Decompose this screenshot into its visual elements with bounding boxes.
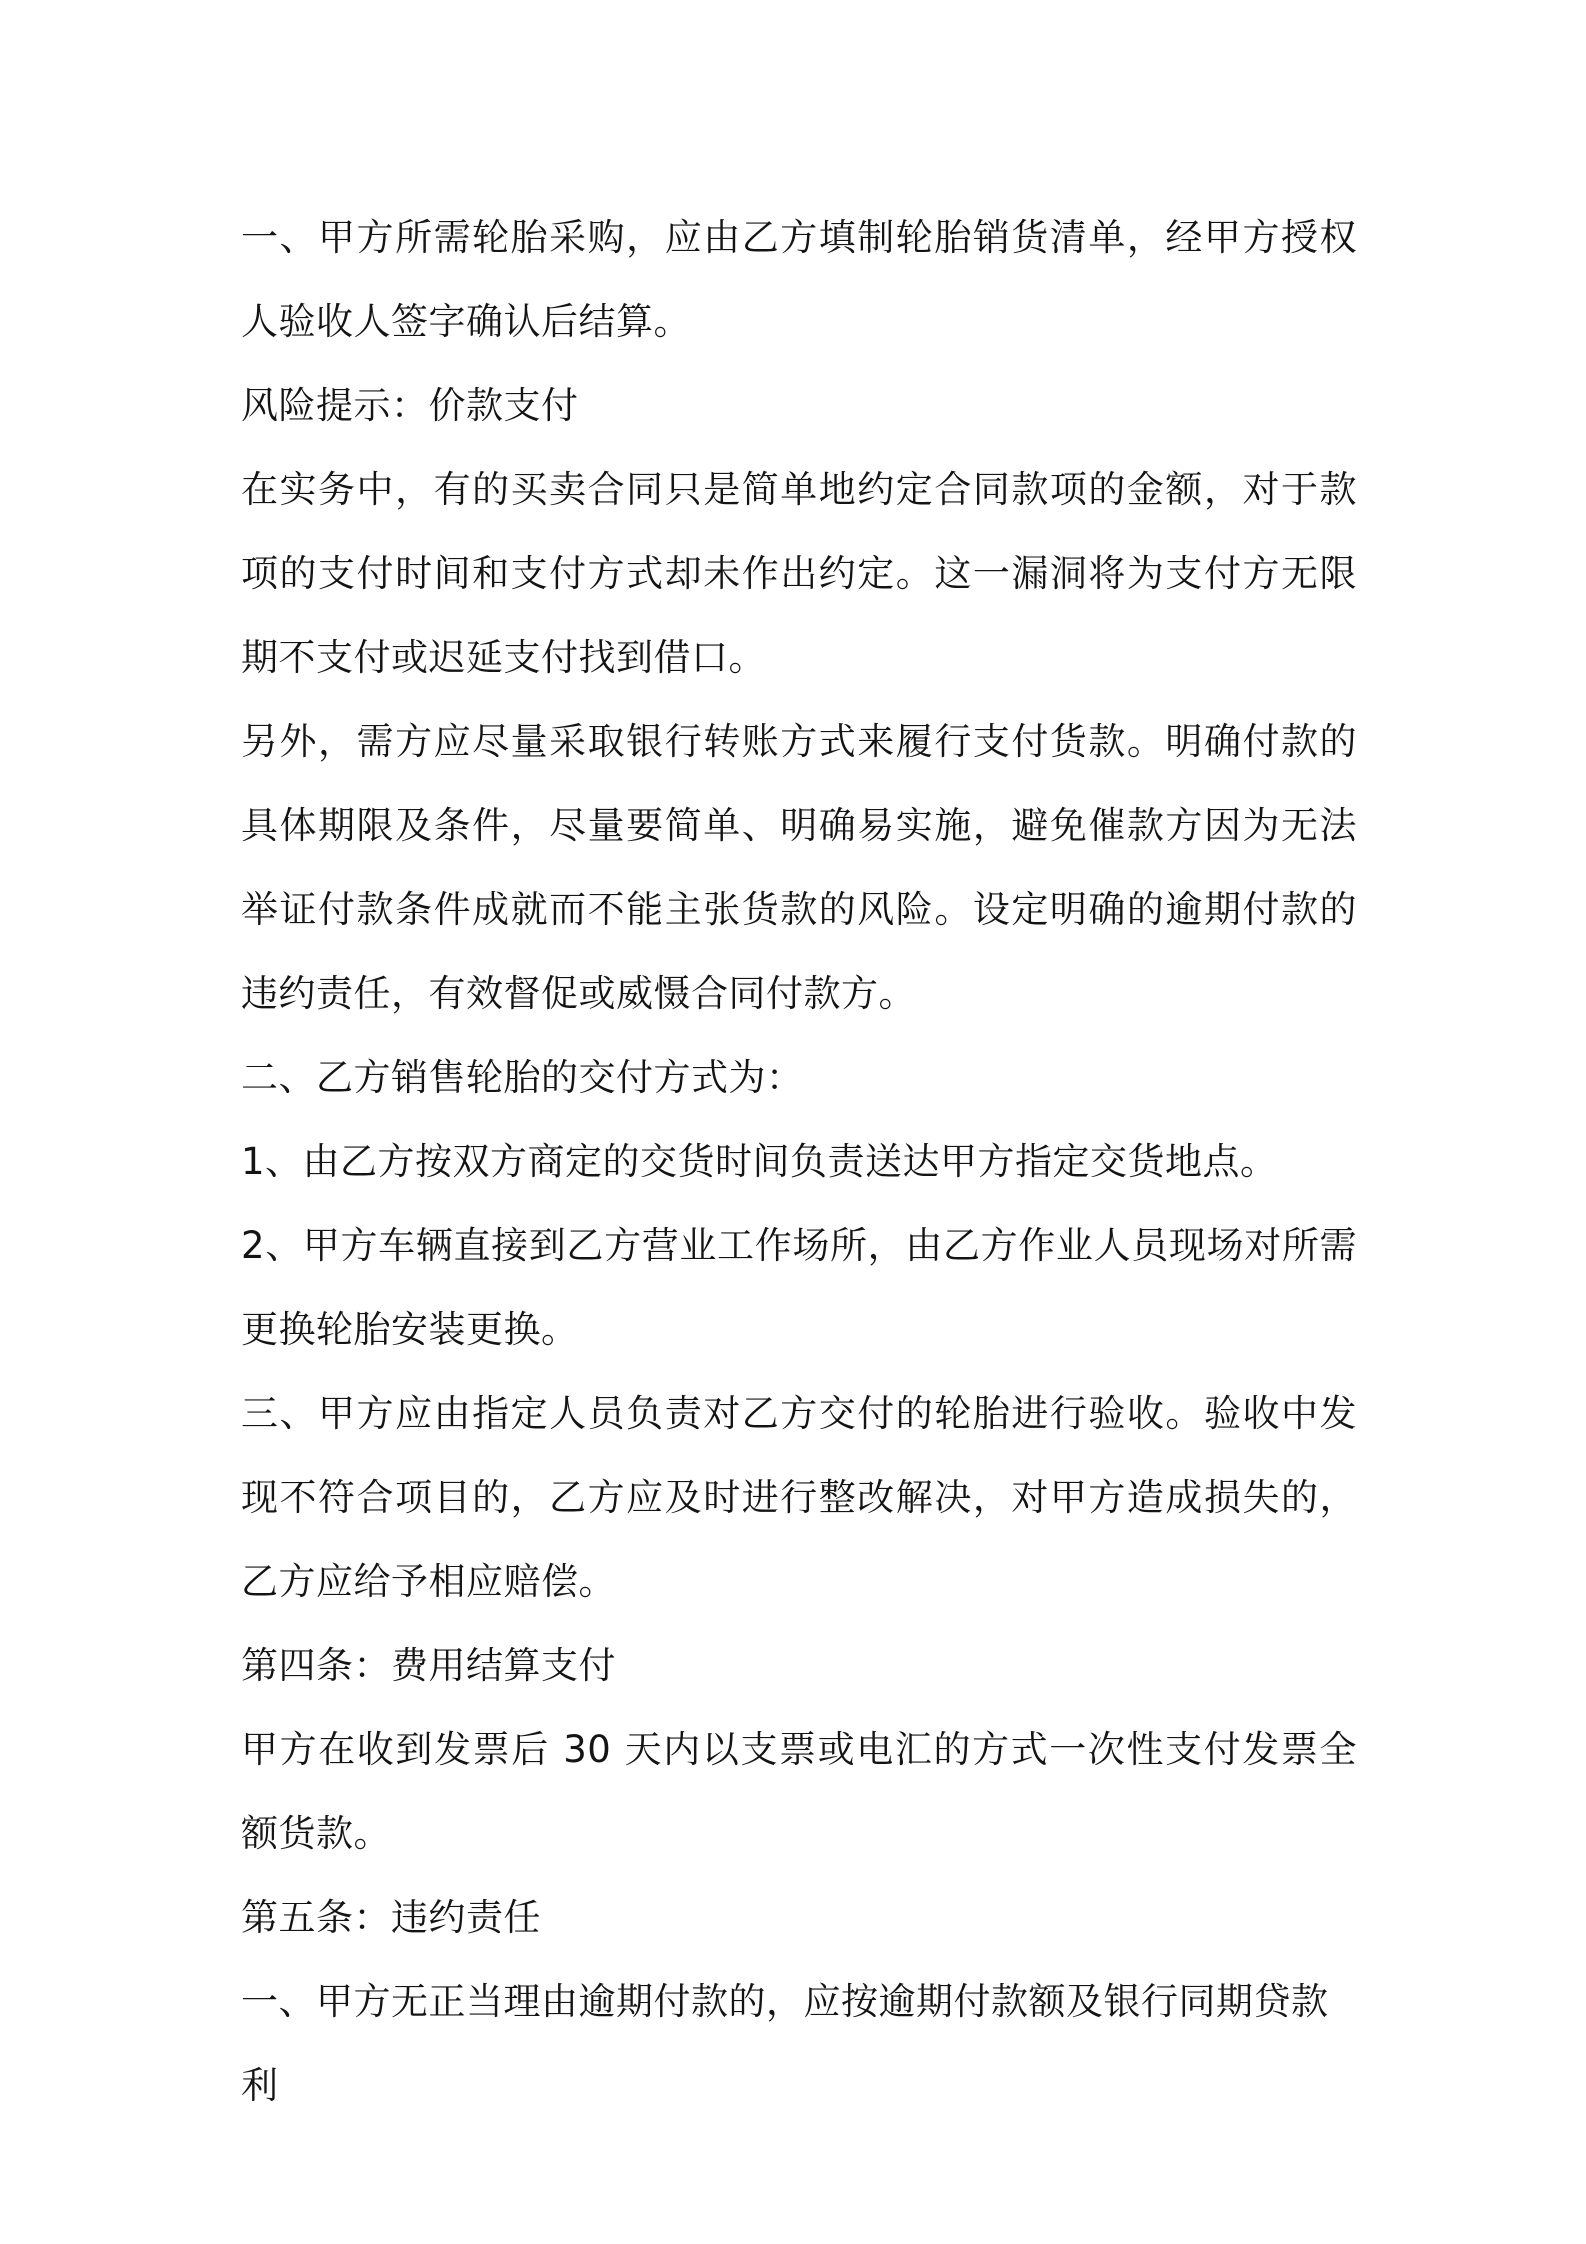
paragraph-tire-purchase: 一、甲方所需轮胎采购，应由乙方填制轮胎销货清单，经甲方授权人验收人签字确认后结算。	[241, 216, 1357, 343]
paragraph-payment-practice: 在实务中，有的买卖合同只是简单地约定合同款项的金额，对于款项的支付时间和支付方式却未作出约定。这一漏洞将为支付方无限期不支付或迟延支付找到借口。	[241, 468, 1357, 679]
document-page	[241, 196, 1357, 2128]
paragraph-settlement: 甲方在收到发票后 30 天内以支票或电汇的方式一次性支付发票全额货款。	[241, 1728, 1357, 1855]
delivery-method-heading: 二、乙方销售轮胎的交付方式为：	[241, 1056, 804, 1099]
delivery-item-1: 1、由乙方按双方商定的交货时间负责送达甲方指定交货地点。	[241, 1140, 1278, 1183]
article-5-heading: 第五条：违约责任	[241, 1896, 541, 1939]
delivery-item-2: 2、甲方车辆直接到乙方营业工作场所，由乙方作业人员现场对所需更换轮胎安装更换。	[241, 1224, 1357, 1351]
paragraph-acceptance: 三、甲方应由指定人员负责对乙方交付的轮胎进行验收。验收中发现不符合项目的，乙方应及时进行整改解决，对甲方造成损失的，乙方应给予相应赔偿。	[241, 1392, 1357, 1603]
paragraph-bank-transfer: 另外，需方应尽量采取银行转账方式来履行支付货款。明确付款的具体期限及条件，尽量要简单、明确易实施，避免催款方因为无法举证付款条件成就而不能主张货款的风险。设定明确的逾期付款的违约责任，有效督促或威慑合同付款方。	[241, 720, 1357, 1015]
risk-tip-heading: 风险提示：价款支付	[241, 384, 579, 427]
paragraph-late-payment: 一、甲方无正当理由逾期付款的，应按逾期付款额及银行同期贷款利	[241, 1980, 1329, 2107]
article-4-heading: 第四条：费用结算支付	[241, 1644, 616, 1687]
